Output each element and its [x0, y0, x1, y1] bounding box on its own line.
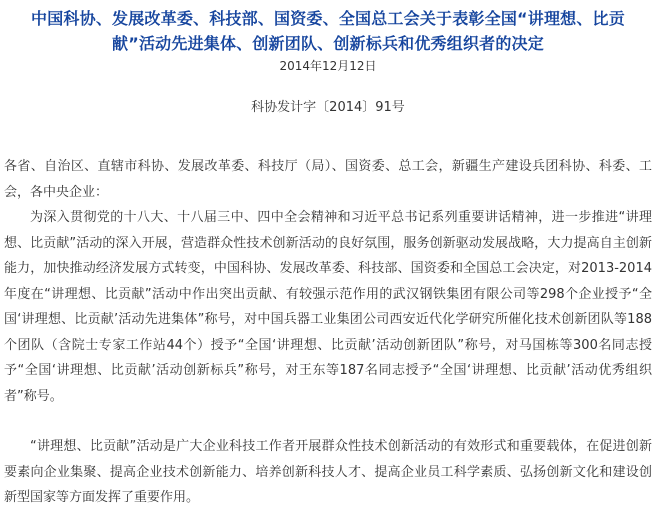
- paragraph: 为深入贯彻党的十八大、十八届三中、四中全会精神和习近平总书记系列重要讲话精神，进一步推进“讲理想、比贡献”活动的深入开展，营造群众性技术创新活动的良好氛围，服务创新驱动发展战略，大力提高自主创新能力，加快推动经济发展方式转变，中国科协、发展改革委、科技部、国资委和全国总工会决定，对2013-2014年度在“讲理想、比贡献”活动中作出突出贡献、有较强示范作用的武汉钢铁集团有限公司等298个企业授予“全国‘讲理想、比贡献’活动先进集体”称号，对中国兵器工业集团公司西安近代化学研究所催化技术创新团队等188个团队（含院士专家工作站44个）授予“全国‘讲理想、比贡献’活动创新团队”称号，对马国栋等300名同志授予“全国‘讲理想、比贡献’活动创新标兵”称号，对王东等187名同志授予“全国‘讲理想、比贡献’活动优秀组织者”称号。: [4, 210, 652, 404]
- paragraph: “讲理想、比贡献”活动是广大企业科技工作者开展群众性技术创新活动的有效形式和重要载体，在促进创新要素向企业集聚、提高企业技术创新能力、培养创新科技人才、提高企业员工科学素质、弘扬创新文化和建设创新型国家等方面发挥了重要作用。: [4, 439, 652, 505]
- paragraph-gap: [4, 409, 652, 434]
- salutation: 各省、自治区、直辖市科协、发展改革委、科技厅（局）、国资委、总工会，新疆生产建设兵团科协、科委、工会，各中央企业：: [4, 159, 652, 200]
- document-number: 科协发计字〔2014〕91号: [251, 100, 405, 115]
- document-body: [4, 154, 652, 511]
- document-title: 中国科协、发展改革委、科技部、国资委、全国总工会关于表彰全国“讲理想、比贡献”活动先进集体、创新团队、创新标兵和优秀组织者的决定: [31, 9, 625, 53]
- document-date: 2014年12月12日: [279, 59, 377, 73]
